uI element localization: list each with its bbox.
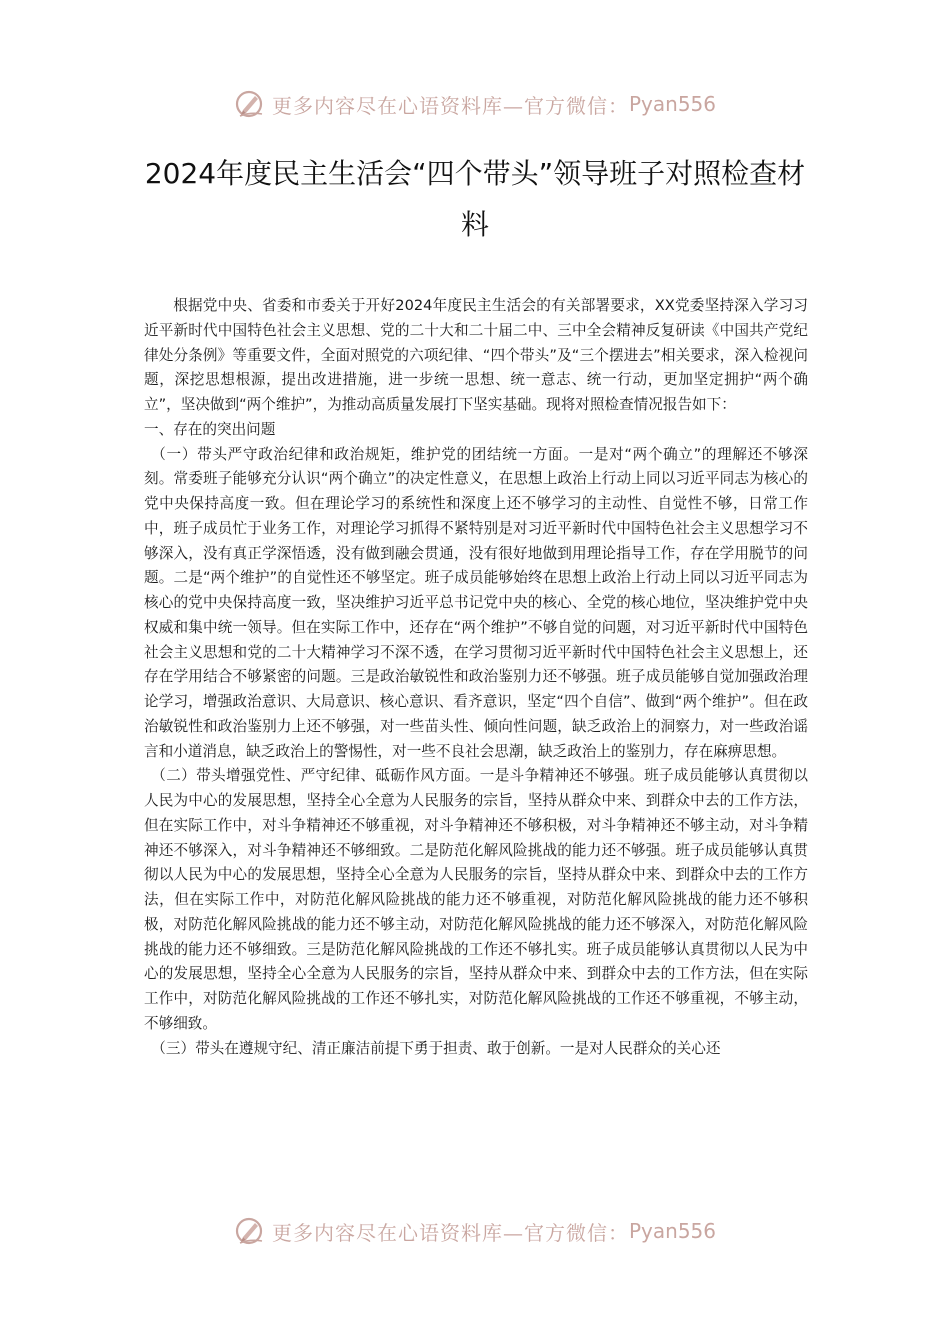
paragraph-party-spirit: （二）带头增强党性、严守纪律、砥砺作风方面。一是斗争精神还不够强。班子成员能够认真贯彻以人民为中心的发展思想，坚持全心全意为人民服务的宗旨，坚持从群众中来、到群众中去的工作方法，但在实际工作中，对斗争精神还不够重视，对斗争精神还不够积极，对斗争精神还不够主动，对斗争精神还不够深入，对斗争精神还不够细致。二是防范化解风险挑战的能力还不够强。班子成员能够认真贯彻以人民为中心的发展思想，坚持全心全意为人民服务的宗旨，坚持从群众中来、到群众中去的工作方法，但在实际工作中，对防范化解风险挑战的能力还不够重视，对防范化解风险挑战的能力还不够积极，对防范化解风险挑战的能力还不够主动，对防范化解风险挑战的能力还不够深入，对防范化解风险挑战的能力还不够细致。三是防范化解风险挑战的工作还不够扎实。班子成员能够认真贯彻以人民为中心的发展思想，坚持全心全意为人民服务的宗旨，坚持从群众中来、到群众中去的工作方法，但在实际工作中，对防范化解风险挑战的工作还不够扎实，对防范化解风险挑战的工作还不够重视，不够主动，不够细致。 [144, 767, 808, 1032]
document-title: 2024年度民主生活会“四个带头”领导班子对照检查材料 [144, 157, 806, 241]
banner-text: 更多内容尽在心语资料库—官方微信： [271, 1220, 629, 1245]
pen-logo-icon [234, 1215, 266, 1247]
paragraph-integrity: （三）带头在遵规守纪、清正廉洁前提下勇于担责、敢于创新。一是对人民群众的关心还 [151, 1039, 721, 1057]
intro-paragraph: 根据党中央、省委和市委关于开好2024年度民主生活会的有关部署要求，XX党委坚持深入学习习近平新时代中国特色社会主义思想、党的二十大和二十届二中、三中全会精神反复研读《中国共产党纪律处分条例》等重要文件，全面对照党的六项纪律、“四个带头”及“三个摆进去”相关要求，深入检视问题，深挖思想根源，提出改进措施，进一步统一思想、统一意志、统一行动，更加坚定拥护“两个确立”，坚决做到“两个维护”，为推动高质量发展打下坚实基础。现将对照检查情况报告如下： [144, 297, 808, 413]
section-heading: 一、存在的突出问题 [144, 420, 276, 438]
header-watermark-banner [0, 84, 950, 124]
paragraph-political-discipline: （一）带头严守政治纪律和政治规矩，维护党的团结统一方面。一是对“两个确立”的理解还不够深刻。常委班子能够充分认识“两个确立”的决定性意义，在思想上政治上行动上同以习近平同志为核心的党中央保持高度一致。但在理论学习的系统性和深度上还不够学习的主动性、自觉性不够，日常工作中，班子成员忙于业务工作，对理论学习抓得不紧特别是对习近平新时代中国特色社会主义思想学习不够深入，没有真正学深悟透，没有做到融会贯通，没有很好地做到用理论指导工作，存在学用脱节的问题。二是“两个维护”的自觉性还不够坚定。班子成员能够始终在思想上政治上行动上同以习近平同志为核心的党中央保持高度一致，坚决维护习近平总书记党中央的核心、全党的核心地位，坚决维护党中央权威和集中统一领导。但在实际工作中，还存在“两个维护”不够自觉的问题，对习近平新时代中国特色社会主义思想和党的二十大精神学习不深不透，在学习贯彻习近平新时代中国特色社会主义思想上，还存在学用结合不够紧密的问题。三是政治敏锐性和政治鉴别力还不够强。班子成员能够自觉加强政治理论学习，增强政治意识、大局意识、核心意识、看齐意识，坚定“四个自信”、做到“两个维护”。但在政治敏锐性和政治鉴别力上还不够强，对一些苗头性、倾向性问题，缺乏政治上的洞察力，对一些政治谣言和小道消息，缺乏政治上的警惕性，对一些不良社会思潮，缺乏政治上的鉴别力，存在麻痹思想。 [144, 445, 808, 760]
banner-wechat-id: Pyan556 [628, 92, 716, 116]
banner-wechat-id: Pyan556 [628, 1219, 716, 1243]
document-body [144, 294, 808, 1061]
pen-logo-icon [234, 88, 266, 120]
banner-text: 更多内容尽在心语资料库—官方微信： [271, 93, 629, 118]
footer-watermark-banner [0, 1211, 950, 1251]
